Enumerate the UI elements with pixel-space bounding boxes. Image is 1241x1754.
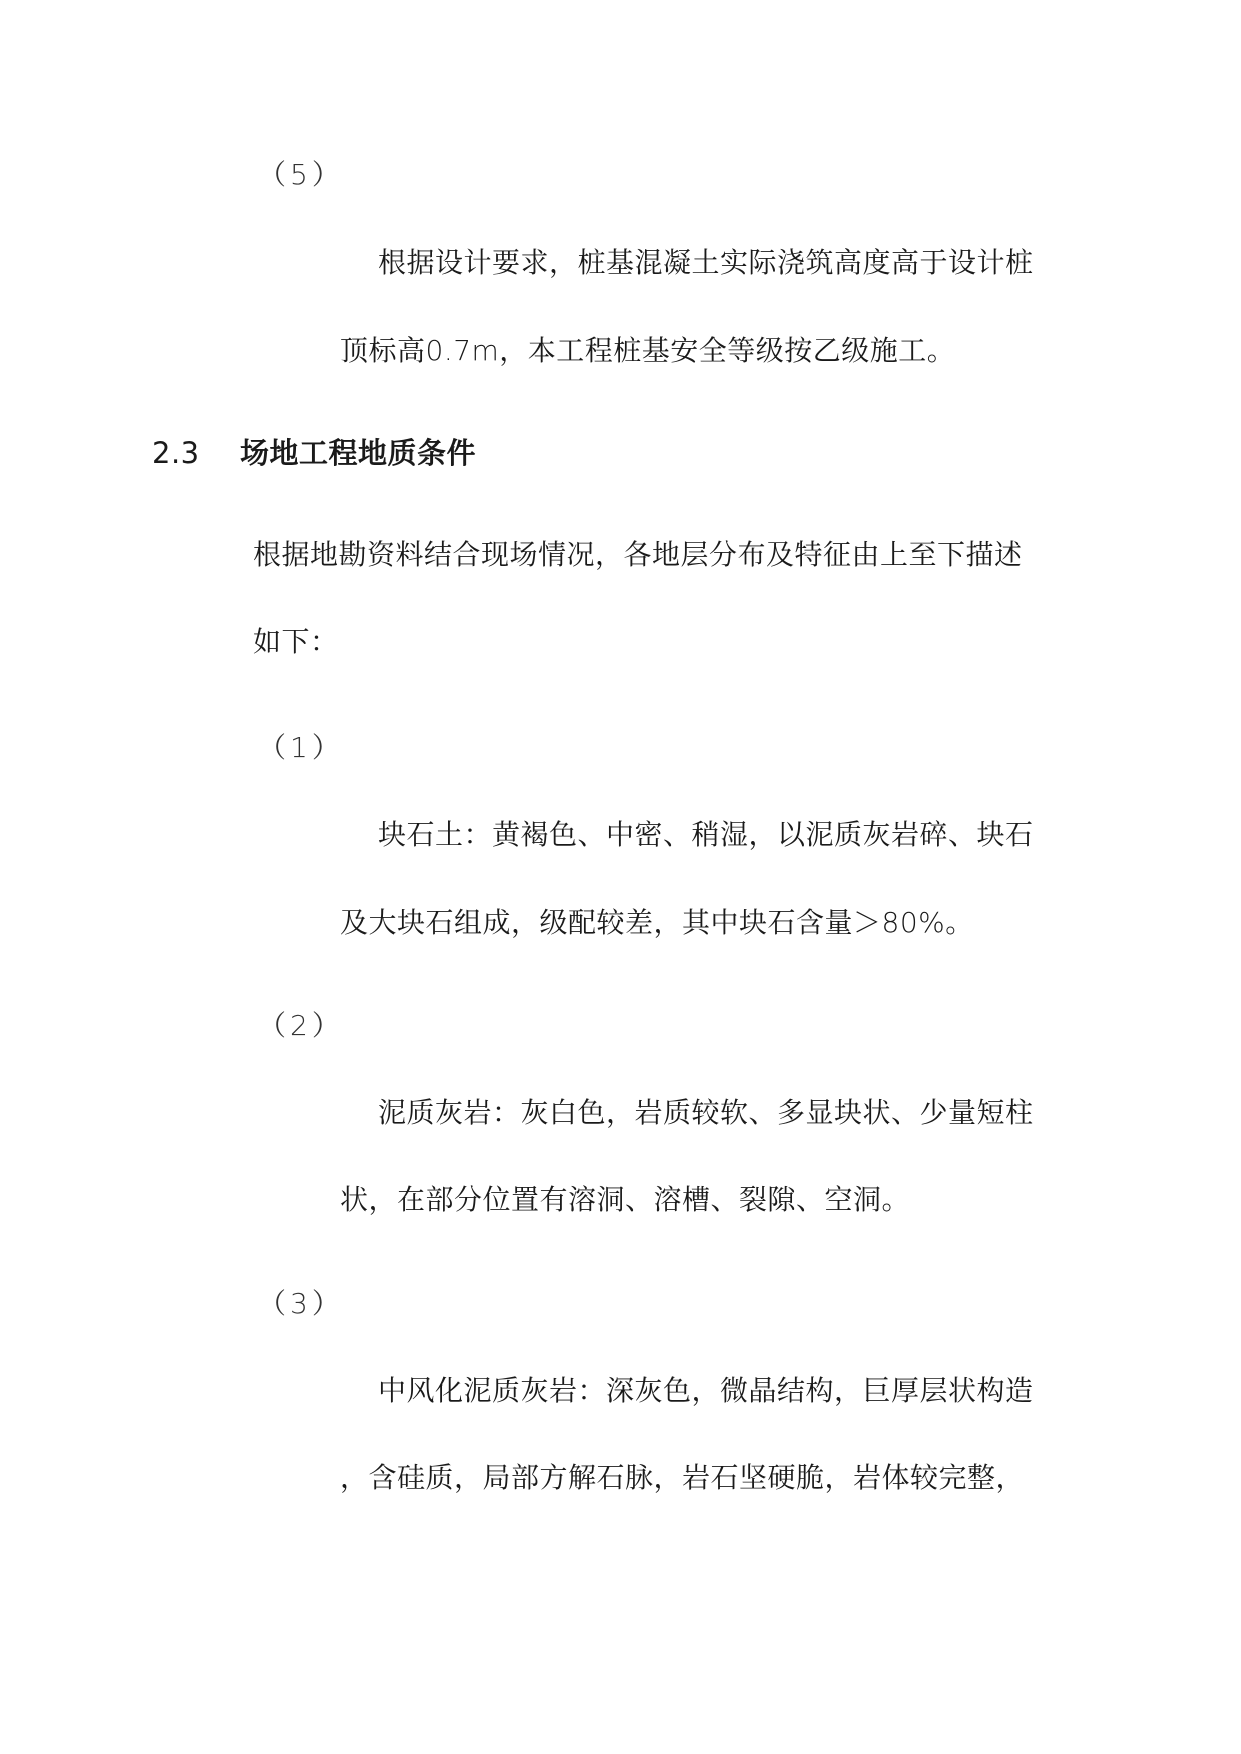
item-3-line-1: 中风化泥质灰岩：深灰色，微晶结构，巨厚层状构造 bbox=[378, 1374, 1034, 1407]
item-5-line-2: 顶标高0.7m，本工程桩基安全等级按乙级施工。 bbox=[340, 334, 956, 367]
item-2-line-1: 泥质灰岩：灰白色，岩质较软、多显块状、少量短柱 bbox=[378, 1096, 1034, 1129]
item-1-line-1: 块石土：黄褐色、中密、稍湿，以泥质灰岩碎、块石 bbox=[378, 818, 1034, 851]
intro-line-2: 如下： bbox=[253, 625, 339, 658]
item-5-number: （5） bbox=[258, 158, 344, 191]
item-2-number: （2） bbox=[258, 1009, 344, 1042]
item-2-line-2: 状，在部分位置有溶洞、溶槽、裂隙、空洞。 bbox=[340, 1183, 911, 1216]
item-1-line-2: 及大块石组成，级配较差，其中块石含量＞80%。 bbox=[340, 906, 974, 939]
section-title: 场地工程地质条件 bbox=[240, 436, 477, 470]
item-5-line-1: 根据设计要求，桩基混凝土实际浇筑高度高于设计桩 bbox=[378, 246, 1034, 279]
intro-line-1: 根据地勘资料结合现场情况，各地层分布及特征由上至下描述 bbox=[253, 538, 1023, 571]
item-1-number: （1） bbox=[258, 731, 344, 764]
item-3-number: （3） bbox=[258, 1287, 344, 1320]
item-3-line-2: ，含硅质，局部方解石脉，岩石坚硬脆，岩体较完整， bbox=[340, 1461, 1025, 1494]
section-number: 2.3 bbox=[152, 436, 200, 470]
